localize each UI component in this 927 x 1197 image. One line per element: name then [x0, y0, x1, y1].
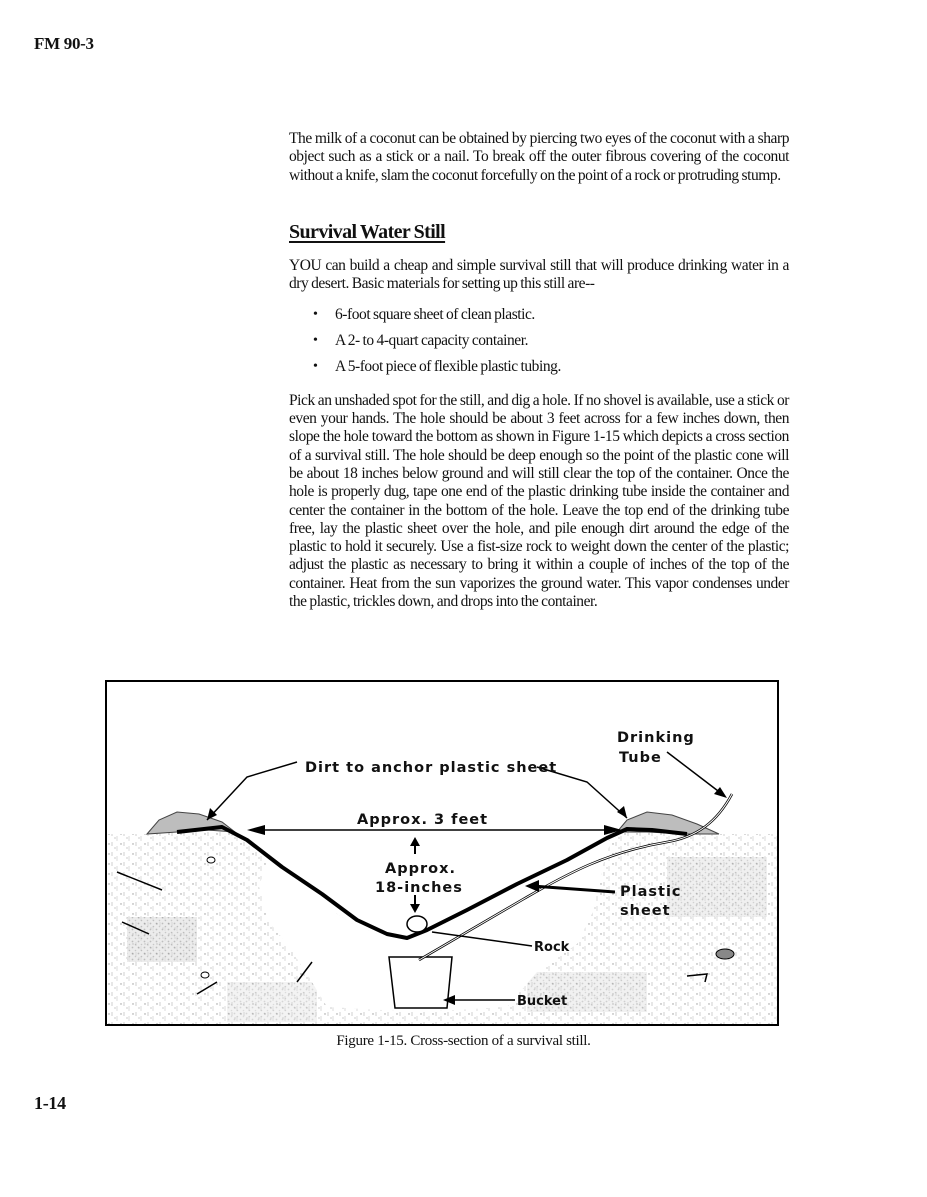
label-plastic: Plastic [620, 884, 682, 900]
section-title: Survival Water Still [289, 220, 446, 243]
list-item [313, 332, 789, 350]
page-number: 1-14 [34, 1093, 66, 1113]
bucket-shape [389, 957, 452, 1008]
instructions-paragraph: Pick an unshaded spot for the still, and dig a hole. If no shovel is available, use a stick or even your hands. The hole should be about 3 feet across for a few inches down, then slope the hole toward the bottom as shown in Figure 1-15 which depicts a cross section of a survival still. The hole should be deep enough so the point of the plastic cone will be about 18 inches below ground and will still clear the top of the container. Once the hole is properly dug, tape one end of the plastic drinking tube inside the container and center the container in the bottom of the hole. Leave the top end of the drinking tube free, lay the plastic sheet over the hole, and pile enough dirt around the edge of the plastic to hold it securely. Use a fist-size rock to weight down the center of the plastic; adjust the plastic as necessary to bring it within a couple of inches of the top of the container. Heat from the sun vaporizes the ground water. This vapor condenses under the plastic, trickles down, and drops into the container. [289, 391, 789, 611]
bullet-icon: • [313, 306, 318, 322]
still-diagram [107, 682, 779, 1026]
depth-arrowhead-up [410, 837, 420, 846]
document-id: FM 90-3 [34, 34, 94, 53]
label-approx-width: Approx. 3 feet [357, 812, 489, 828]
label-approx-depth-2: 18-inches [375, 880, 463, 896]
label-drinking: Drinking [617, 730, 695, 746]
section-lead: YOU can build a cheap and simple survival still that will produce drinking water in a dry desert. Basic materials for setting up this still are-- [289, 257, 789, 293]
list-item [313, 306, 789, 324]
label-dirt: Dirt to anchor plastic sheet [305, 760, 558, 776]
tube-pointer [667, 752, 722, 794]
soil-stone [207, 857, 215, 863]
page-content [289, 130, 789, 611]
soil-stone [201, 972, 209, 978]
bullet-icon: • [313, 332, 318, 348]
label-approx-depth-1: Approx. [385, 861, 456, 877]
label-tube: Tube [619, 750, 662, 766]
list-item-text: 6-foot square sheet of clean plastic. [335, 305, 535, 323]
soil-stone [716, 949, 734, 959]
dirt-pointer-arrowhead [617, 806, 627, 818]
soil-patch [227, 982, 317, 1022]
list-item-text: A 5-foot piece of flexible plastic tubing. [335, 357, 561, 375]
soil-patch [127, 917, 197, 962]
figure-caption: Figure 1-15. Cross-section of a survival still. [336, 1033, 591, 1049]
label-bucket: Bucket [517, 994, 568, 1009]
soil-patch [667, 857, 767, 917]
materials-list [289, 306, 789, 376]
survival-still-figure [105, 680, 779, 1026]
rock-shape [407, 916, 427, 932]
label-rock: Rock [534, 940, 570, 955]
list-item-text: A 2- to 4-quart capacity container. [335, 331, 529, 349]
label-sheet: sheet [620, 903, 671, 919]
bullet-icon: • [313, 358, 318, 374]
intro-paragraph: The milk of a coconut can be obtained by piercing two eyes of the coconut with a sharp object such as a stick or a nail. To break off the outer fibrous covering of the coconut without a knife, slam the coconut forcefully on the point of a rock or protruding stump. [289, 130, 789, 184]
width-arrowhead-left [247, 825, 265, 835]
list-item [313, 358, 789, 376]
depth-arrowhead-down [410, 904, 420, 913]
